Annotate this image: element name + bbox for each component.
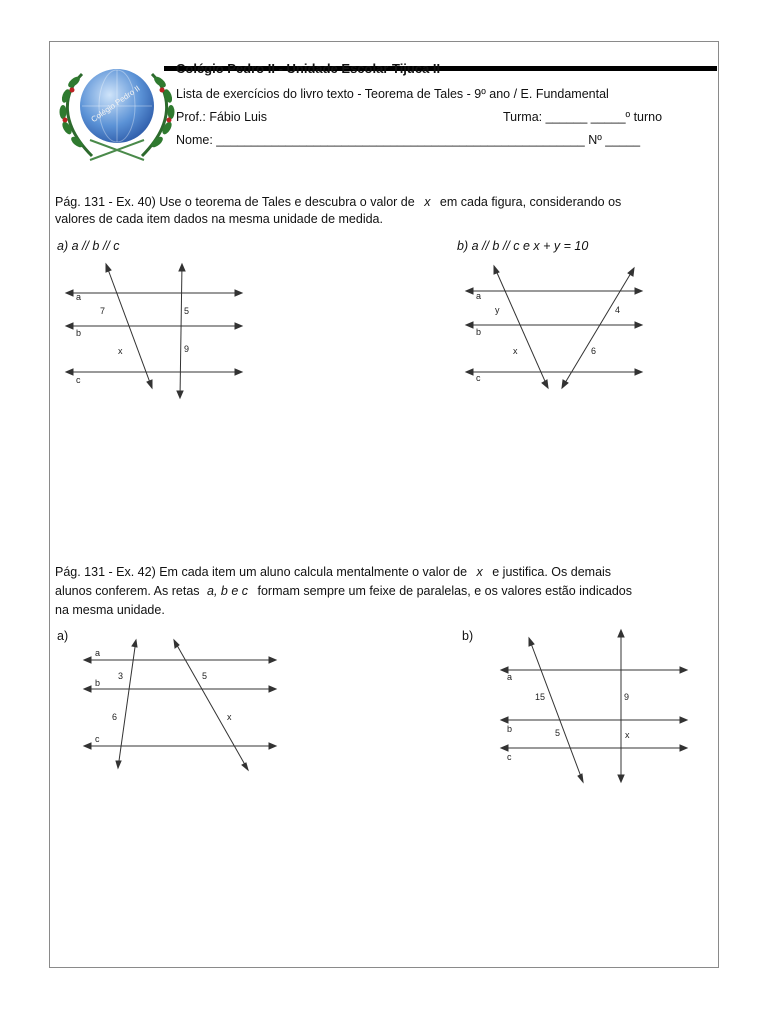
ex40-line2: valores de cada item dados na mesma unidade de medida. bbox=[55, 212, 383, 226]
page-border bbox=[49, 41, 719, 968]
figure-ex42-b bbox=[497, 626, 693, 786]
svg-text:y: y bbox=[495, 305, 500, 315]
svg-text:x: x bbox=[513, 346, 518, 356]
svg-text:c: c bbox=[76, 375, 81, 385]
svg-text:4: 4 bbox=[615, 305, 621, 315]
school-name: Colégio Pedro II - Unidade Escolar Tijuca II bbox=[176, 61, 441, 76]
svg-text:b: b bbox=[507, 724, 513, 734]
ex42-line1: Pág. 131 - Ex. 42) Em cada item um aluno calcula mentalmente o valor de x e justifica. Os demais bbox=[55, 565, 612, 579]
ex42-line3: na mesma unidade. bbox=[55, 603, 165, 617]
ex42-line2: alunos conferem. As retas a, b e c formam sempre um feixe de paralelas, e os valores estão indicados bbox=[55, 584, 632, 598]
svg-text:15: 15 bbox=[535, 692, 546, 702]
figure-ex42-a bbox=[80, 634, 282, 774]
teacher-name: Prof.: Fábio Luis bbox=[176, 110, 268, 124]
ex40-item-b-label: b) a // b // c e x + y = 10 bbox=[457, 239, 589, 253]
svg-text:c: c bbox=[476, 373, 481, 383]
svg-text:x: x bbox=[118, 346, 123, 356]
ex40-item-a-label: a) a // b // c bbox=[57, 239, 120, 253]
school-logo bbox=[52, 64, 182, 164]
ex42-item-b-label: b) bbox=[462, 629, 474, 643]
svg-text:6: 6 bbox=[591, 346, 597, 356]
figure-ex40-a bbox=[64, 258, 248, 404]
svg-text:a: a bbox=[507, 672, 513, 682]
student-name-field: Nome: _____________________________________________________ Nº _____ bbox=[176, 133, 641, 147]
svg-text:Colégio Pedro II: Colégio Pedro II bbox=[89, 83, 142, 125]
svg-text:x: x bbox=[625, 730, 630, 740]
svg-text:b: b bbox=[95, 678, 101, 688]
svg-text:x: x bbox=[227, 712, 232, 722]
list-title: Lista de exercícios do livro texto - Teorema de Tales - 9º ano / E. Fundamental bbox=[176, 87, 609, 101]
svg-text:b: b bbox=[76, 328, 82, 338]
svg-text:7: 7 bbox=[100, 306, 106, 316]
figure-ex40-b bbox=[464, 258, 648, 396]
svg-text:9: 9 bbox=[624, 692, 630, 702]
svg-text:c: c bbox=[95, 734, 100, 744]
svg-text:5: 5 bbox=[202, 671, 208, 681]
ex40-line1: Pág. 131 - Ex. 40) Use o teorema de Tales e descubra o valor de x em cada figura, considerando os bbox=[55, 195, 622, 209]
ex42-item-a-label: a) bbox=[57, 629, 69, 643]
svg-text:6: 6 bbox=[112, 712, 118, 722]
svg-text:5: 5 bbox=[184, 306, 190, 316]
svg-text:c: c bbox=[507, 752, 512, 762]
class-field: Turma: ______ _____º turno bbox=[503, 110, 663, 124]
svg-text:5: 5 bbox=[555, 728, 561, 738]
svg-text:a: a bbox=[76, 292, 82, 302]
svg-text:a: a bbox=[476, 291, 482, 301]
svg-text:9: 9 bbox=[184, 344, 190, 354]
svg-text:3: 3 bbox=[118, 671, 124, 681]
svg-text:b: b bbox=[476, 327, 482, 337]
svg-text:a: a bbox=[95, 648, 101, 658]
